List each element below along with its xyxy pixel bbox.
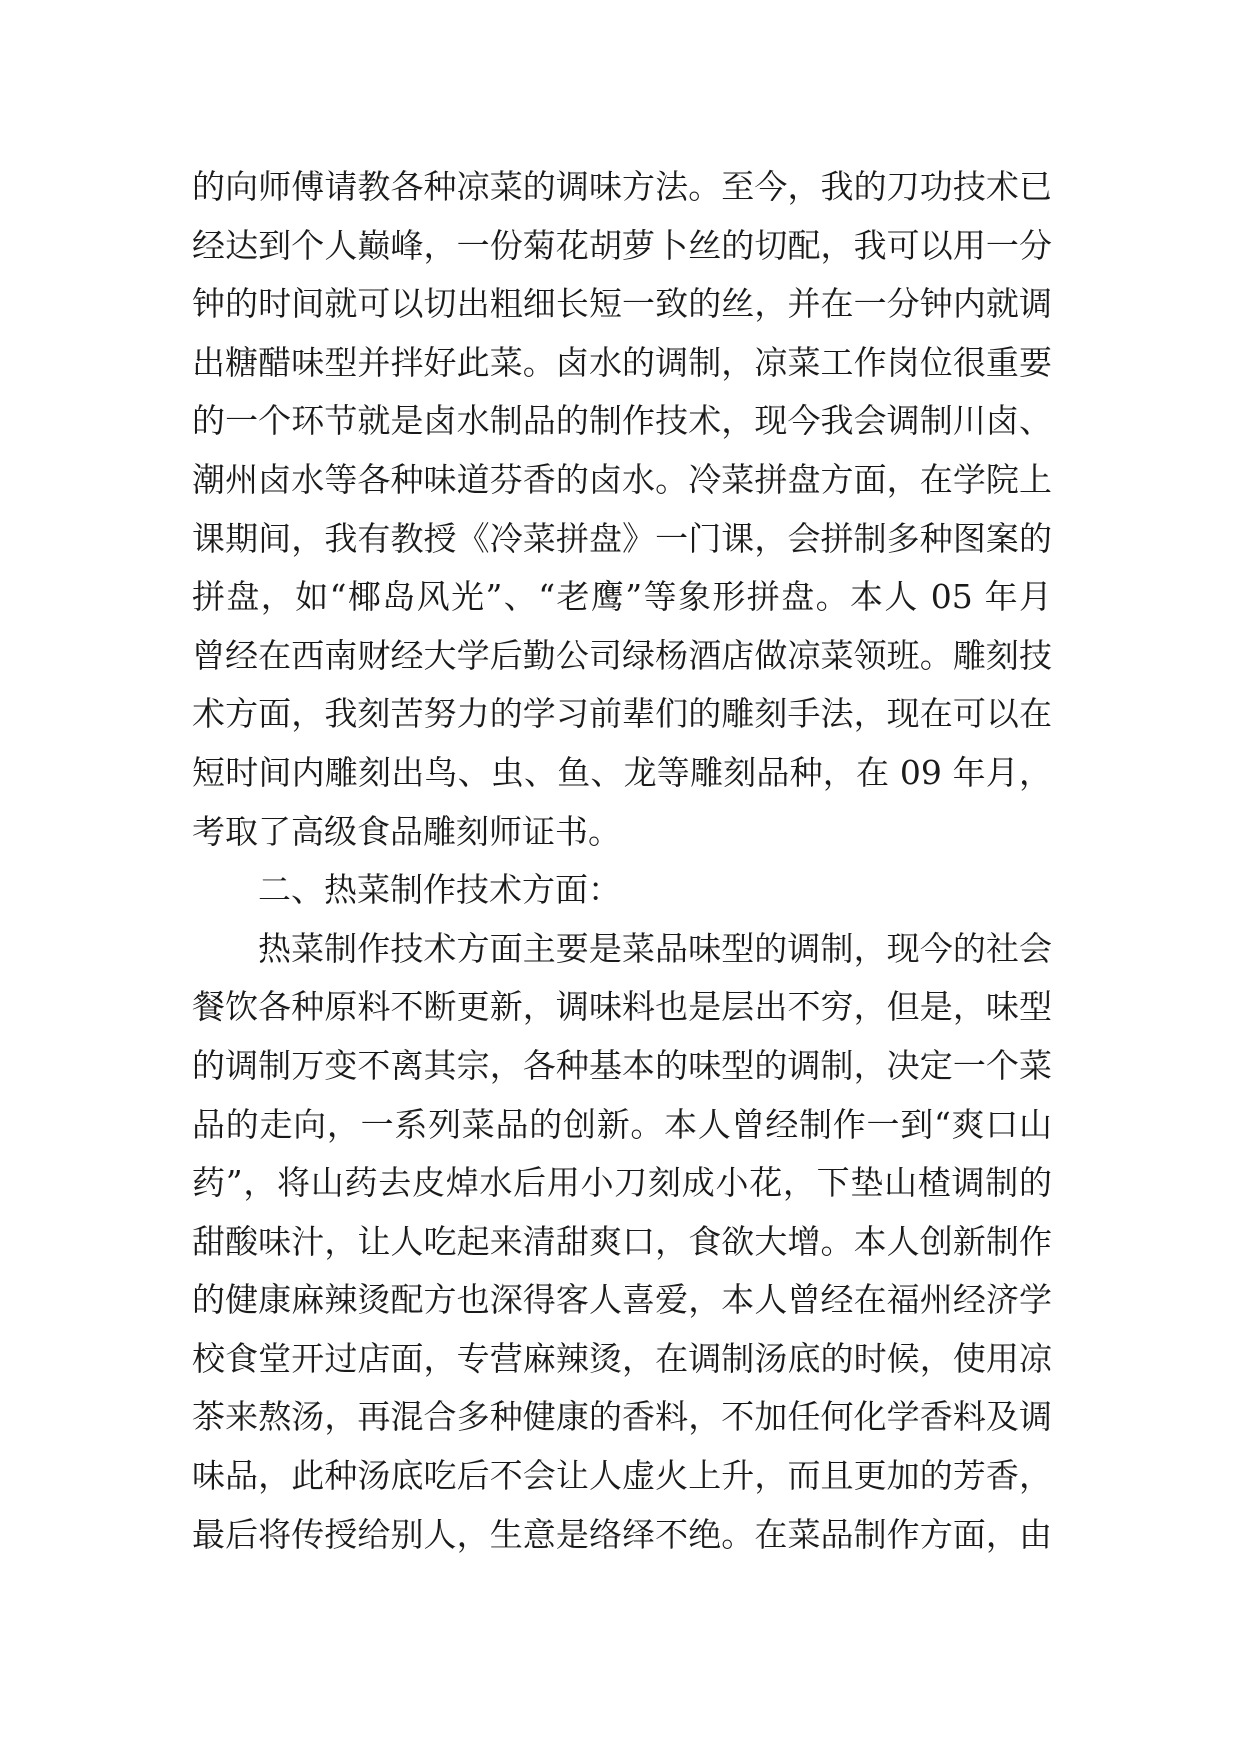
text-line: 拼盘，如“椰岛风光”、“老鹰”等象形拼盘。本人 05 年月	[192, 577, 1052, 617]
text-line: 的向师傅请教各种凉菜的调味方法。至今，我的刀功技术已	[192, 167, 1052, 206]
body-text	[192, 158, 1052, 1564]
text-line: 钟的时间就可以切出粗细长短一致的丝，并在一分钟内就调	[192, 284, 1052, 324]
text-line: 味品，此种汤底吃后不会让人虚火上升，而且更加的芳香，	[192, 1456, 1052, 1496]
section-heading: 二、热菜制作技术方面：	[258, 870, 621, 910]
text-line: 潮州卤水等各种味道芬香的卤水。冷菜拼盘方面，在学院上	[192, 459, 1052, 499]
text-line: 经达到个人巅峰，一份菊花胡萝卜丝的切配，我可以用一分	[192, 225, 1052, 265]
text-line: 课期间，我有教授《冷菜拼盘》一门课，会拼制多种图案的	[192, 518, 1052, 558]
text-line: 考取了高级食品雕刻师证书。	[192, 811, 621, 851]
text-line: 品的走向，一系列菜品的创新。本人曾经制作一到“爽口山	[192, 1104, 1052, 1144]
text-line: 茶来熬汤，再混合多种健康的香料，不加任何化学香料及调	[192, 1397, 1052, 1437]
text-line: 热菜制作技术方面主要是菜品味型的调制，现今的社会	[258, 928, 1052, 968]
text-line: 甜酸味汁，让人吃起来清甜爽口，食欲大增。本人创新制作	[192, 1221, 1052, 1261]
text-line: 的健康麻辣烫配方也深得客人喜爱，本人曾经在福州经济学	[192, 1280, 1052, 1320]
text-line: 最后将传授给别人，生意是络绎不绝。在菜品制作方面，由	[192, 1514, 1052, 1554]
text-line: 餐饮各种原料不断更新，调味料也是层出不穷，但是，味型	[192, 987, 1052, 1027]
text-line: 药”，将山药去皮焯水后用小刀刻成小花，下垫山楂调制的	[192, 1163, 1052, 1203]
text-line: 短时间内雕刻出鸟、虫、鱼、龙等雕刻品种，在 09 年月，	[192, 752, 1052, 792]
text-line: 校食堂开过店面，专营麻辣烫，在调制汤底的时候，使用凉	[192, 1338, 1052, 1378]
text-line: 曾经在西南财经大学后勤公司绿杨酒店做凉菜领班。雕刻技	[192, 635, 1052, 675]
text-line: 的一个环节就是卤水制品的制作技术，现今我会调制川卤、	[192, 401, 1052, 441]
text-line: 术方面，我刻苦努力的学习前辈们的雕刻手法，现在可以在	[192, 694, 1052, 734]
text-line: 的调制万变不离其宗，各种基本的味型的调制，决定一个菜	[192, 1045, 1052, 1085]
text-line: 出糖醋味型并拌好此菜。卤水的调制，凉菜工作岗位很重要	[192, 342, 1052, 382]
